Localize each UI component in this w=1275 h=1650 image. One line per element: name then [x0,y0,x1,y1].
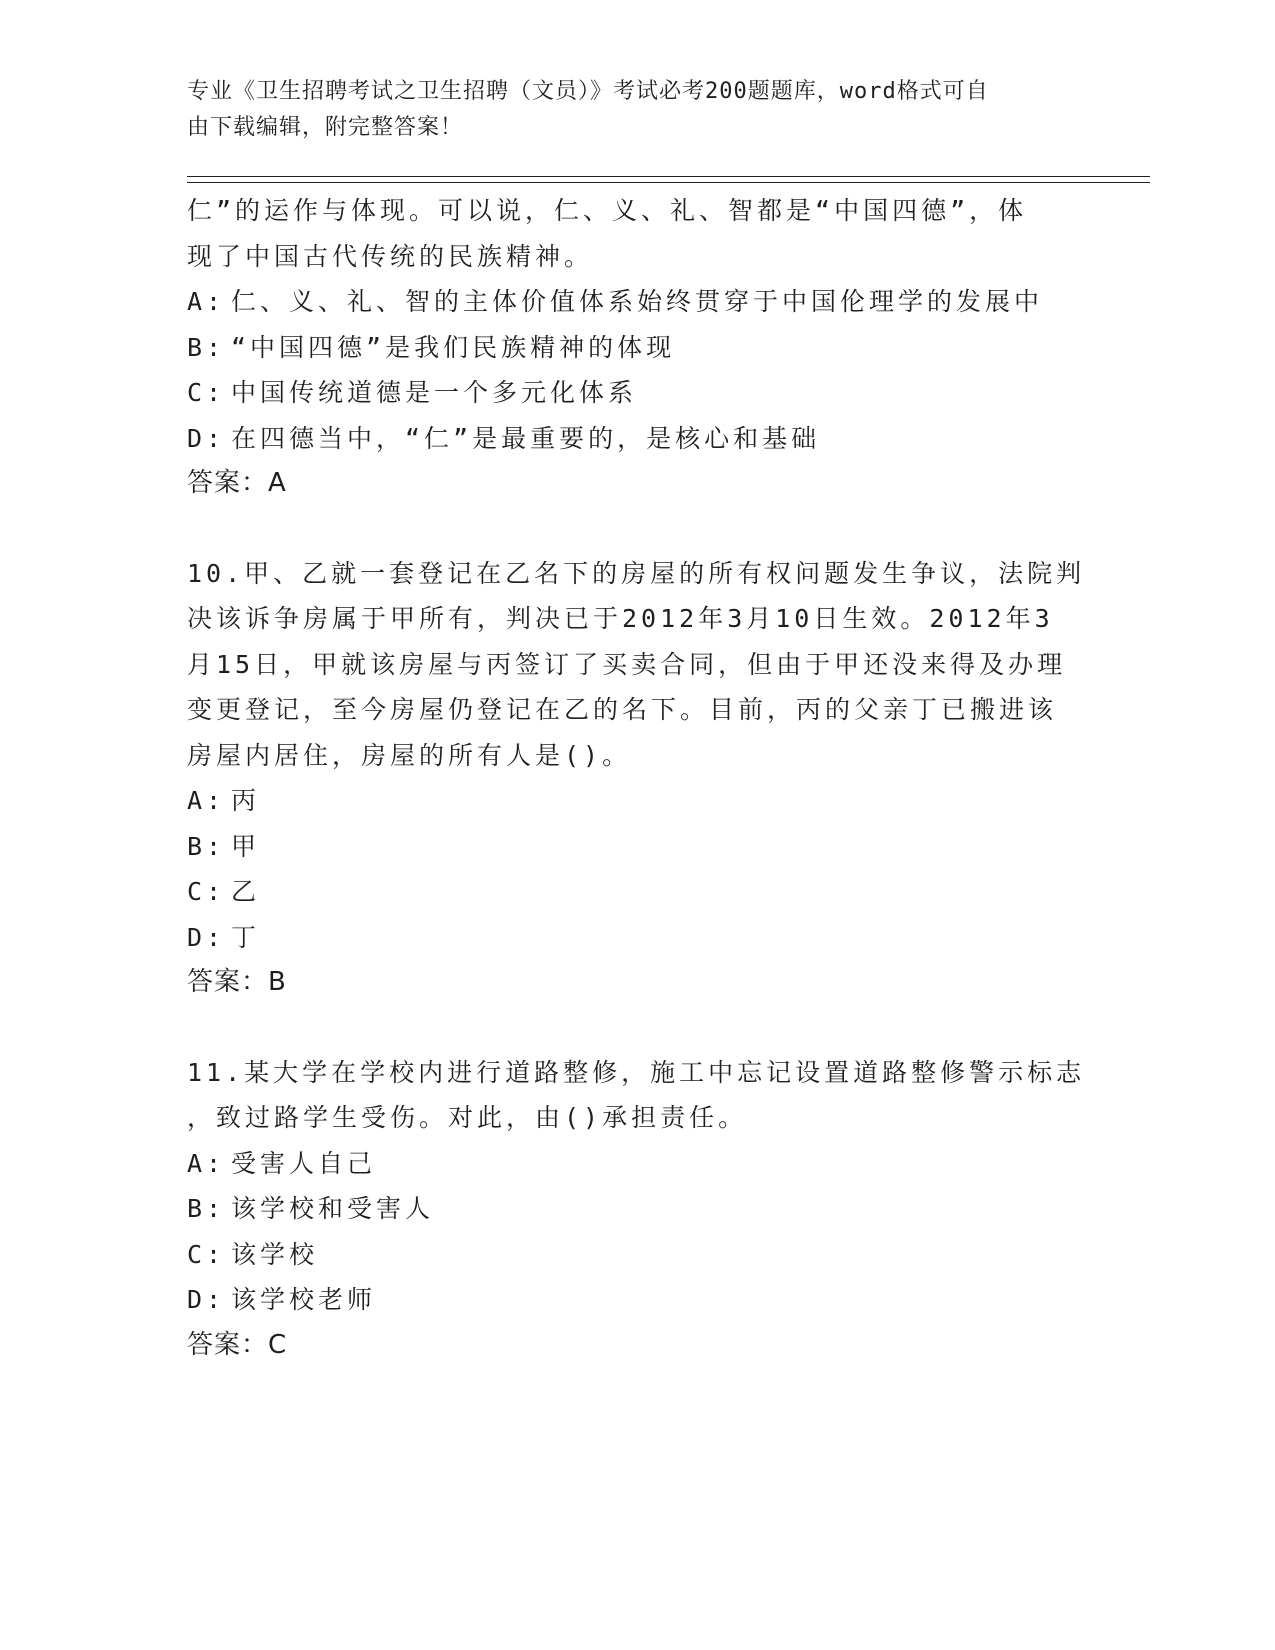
question-stem-line: ，致过路学生受伤。对此，由()承担责任。 [187,1103,748,1132]
option-text: 受害人自己 [231,1148,377,1178]
option-letter: D: [187,1285,226,1314]
question-stem-line: 月15日，甲就该房屋与丙签订了买卖合同，但由于甲还没来得及办理 [187,649,1067,679]
option-b [187,824,1087,870]
option-letter: C: [187,877,226,906]
option-text: 中国传统道德是一个多元化体系 [231,378,638,407]
option-text: 丁 [231,922,261,952]
option-letter: D: [187,922,226,952]
option-b [187,325,1087,371]
header-line-2: 由下载编辑，附完整答案！ [187,115,464,140]
option-a [187,279,1087,325]
option-letter: A: [187,287,226,316]
option-letter: B: [187,831,226,861]
question-stem-line: 仁”的运作与体现。可以说，仁、义、礼、智都是“中国四德”，体 [187,196,1028,225]
header-divider-top [187,176,1150,177]
option-c [187,1232,1087,1278]
option-d [187,416,1087,462]
option-letter: C: [187,378,226,407]
question-stem-line: 变更登记，至今房屋仍登记在乙的名下。目前，丙的父亲丁已搬进该 [187,695,1058,724]
document-body [187,188,1087,1368]
option-c [187,869,1087,915]
option-b [187,1186,1087,1232]
option-letter: B: [187,1194,226,1223]
option-text: 在四德当中，“仁”是最重要的，是核心和基础 [231,423,821,453]
option-letter: A: [187,786,226,815]
header-line-1: 专业《卫生招聘考试之卫生招聘（文员）》考试必考200题题库，word格式可自 [187,79,989,104]
option-d [187,915,1087,961]
question-stem-line: 现了中国古代传统的民族精神。 [187,241,594,271]
option-text: 仁、义、礼、智的主体价值体系始终贯穿于中国伦理学的发展中 [231,287,1044,316]
page-header [187,74,1067,146]
option-letter: A: [187,1148,226,1178]
option-text: 丙 [231,786,261,815]
answer-line: 答案：A [187,468,287,498]
option-text: 该学校和受害人 [231,1194,435,1223]
option-d [187,1277,1087,1323]
option-text: 该学校 [231,1239,319,1269]
option-a [187,1141,1087,1187]
option-text: 甲 [231,831,261,861]
question-11 [187,1050,1087,1369]
option-letter: D: [187,423,226,453]
option-text: “中国四德”是我们民族精神的体现 [231,332,676,362]
answer-line: 答案：B [187,967,287,997]
question-10 [187,551,1087,1006]
option-text: 该学校老师 [231,1285,377,1314]
question-spacer [187,1006,1087,1050]
header-divider-bottom [187,182,1150,183]
question-stem-line: 决该诉争房属于甲所有，判决已于2012年3月10日生效。2012年3 [187,604,1054,633]
option-a [187,778,1087,824]
question-stem-line: 11.某大学在学校内进行道路整修，施工中忘记设置道路整修警示标志 [187,1057,1086,1087]
question-stem-line: 房屋内居住，房屋的所有人是()。 [187,740,632,770]
option-letter: C: [187,1239,226,1269]
option-c [187,370,1087,416]
question-9 [187,188,1087,507]
answer-line: 答案：C [187,1329,288,1360]
option-text: 乙 [231,877,261,906]
question-stem-line: 10.甲、乙就一套登记在乙名下的房屋的所有权问题发生争议，法院判 [187,558,1086,588]
option-letter: B: [187,332,226,362]
question-spacer [187,507,1087,551]
